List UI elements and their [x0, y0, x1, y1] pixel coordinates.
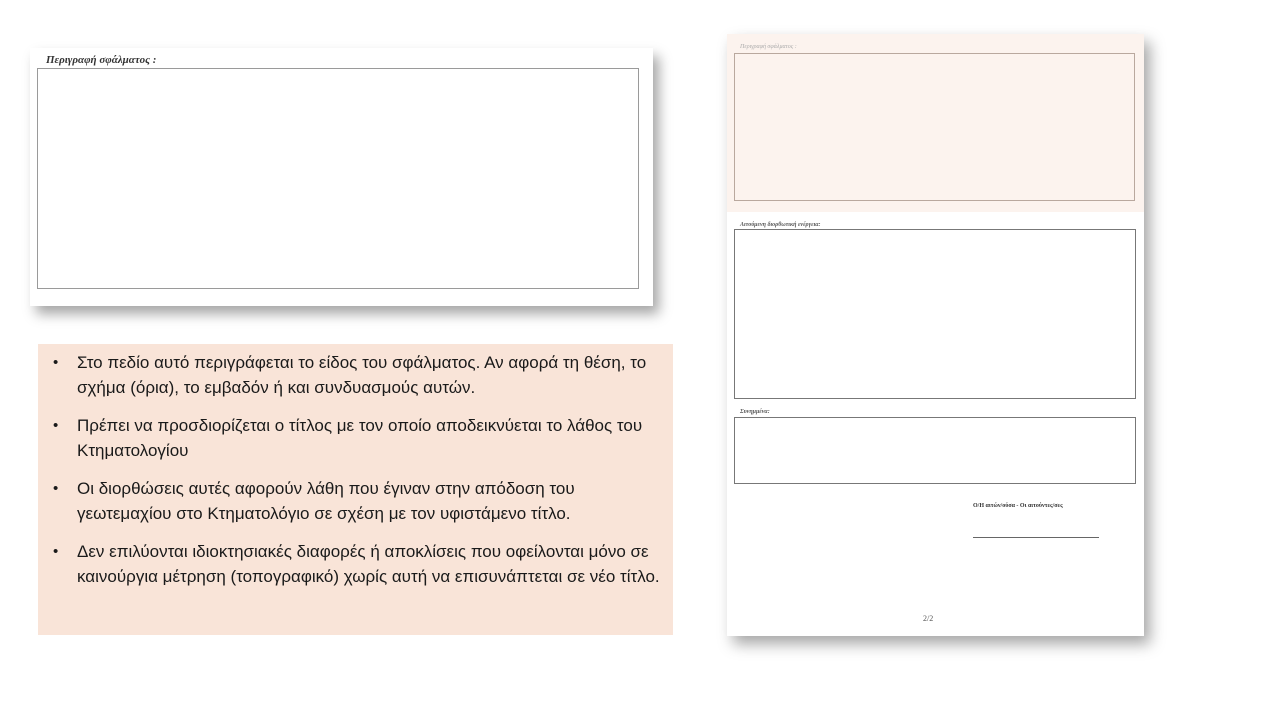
description-label: Περιγραφή σφάλματος : — [740, 44, 797, 50]
bullet-icon: • — [53, 543, 59, 560]
note-text: Δεν επιλύονται ιδιοκτησιακές διαφορές ή αποκλίσεις που οφείλονται μόνο σε καινούργια μέτρηση (τοπογραφικό) χωρίς αυτή να επισυνάπτεται σε νέο τίτλο. — [77, 542, 660, 586]
signature-line — [973, 537, 1099, 538]
form-excerpt-card — [30, 48, 653, 306]
bullet-icon: • — [53, 417, 59, 434]
bullet-icon: • — [53, 480, 59, 497]
signature-label: Ο/Η αιτών/ούσα - Οι αιτούντες/σες — [973, 503, 1063, 509]
note-text: Πρέπει να προσδιορίζεται ο τίτλος με τον οποίο αποδεικνύεται το λάθος του Κτηματολογίου — [77, 416, 643, 460]
note-item — [48, 413, 661, 463]
action-box — [734, 229, 1136, 399]
error-description-box — [37, 68, 639, 289]
note-item — [48, 539, 661, 589]
attachments-label: Συνημμένα: — [740, 409, 770, 415]
note-text: Οι διορθώσεις αυτές αφορούν λάθη που έγιναν στην απόδοση του γεωτεμαχίου στο Κτηματολόγιο σε σχέση με τον υφιστάμενο τίτλο. — [77, 479, 575, 523]
page-number: 2/2 — [923, 614, 934, 623]
error-description-label: Περιγραφή σφάλματος : — [46, 54, 157, 66]
note-text: Στο πεδίο αυτό περιγράφεται το είδος του σφάλματος. Αν αφορά τη θέση, το σχήμα (όρια), το εμβαδόν ή και συνδυασμούς αυτών. — [77, 353, 647, 397]
description-box — [734, 53, 1135, 201]
note-item — [48, 476, 661, 526]
action-label: Αιτούμενη διορθωτική ενέργεια: — [740, 222, 821, 228]
bullet-icon: • — [53, 354, 59, 371]
attachments-box — [734, 417, 1136, 484]
notes-list — [48, 350, 661, 589]
form-page-preview — [727, 34, 1144, 636]
note-item — [48, 350, 661, 400]
notes-panel — [38, 344, 673, 635]
